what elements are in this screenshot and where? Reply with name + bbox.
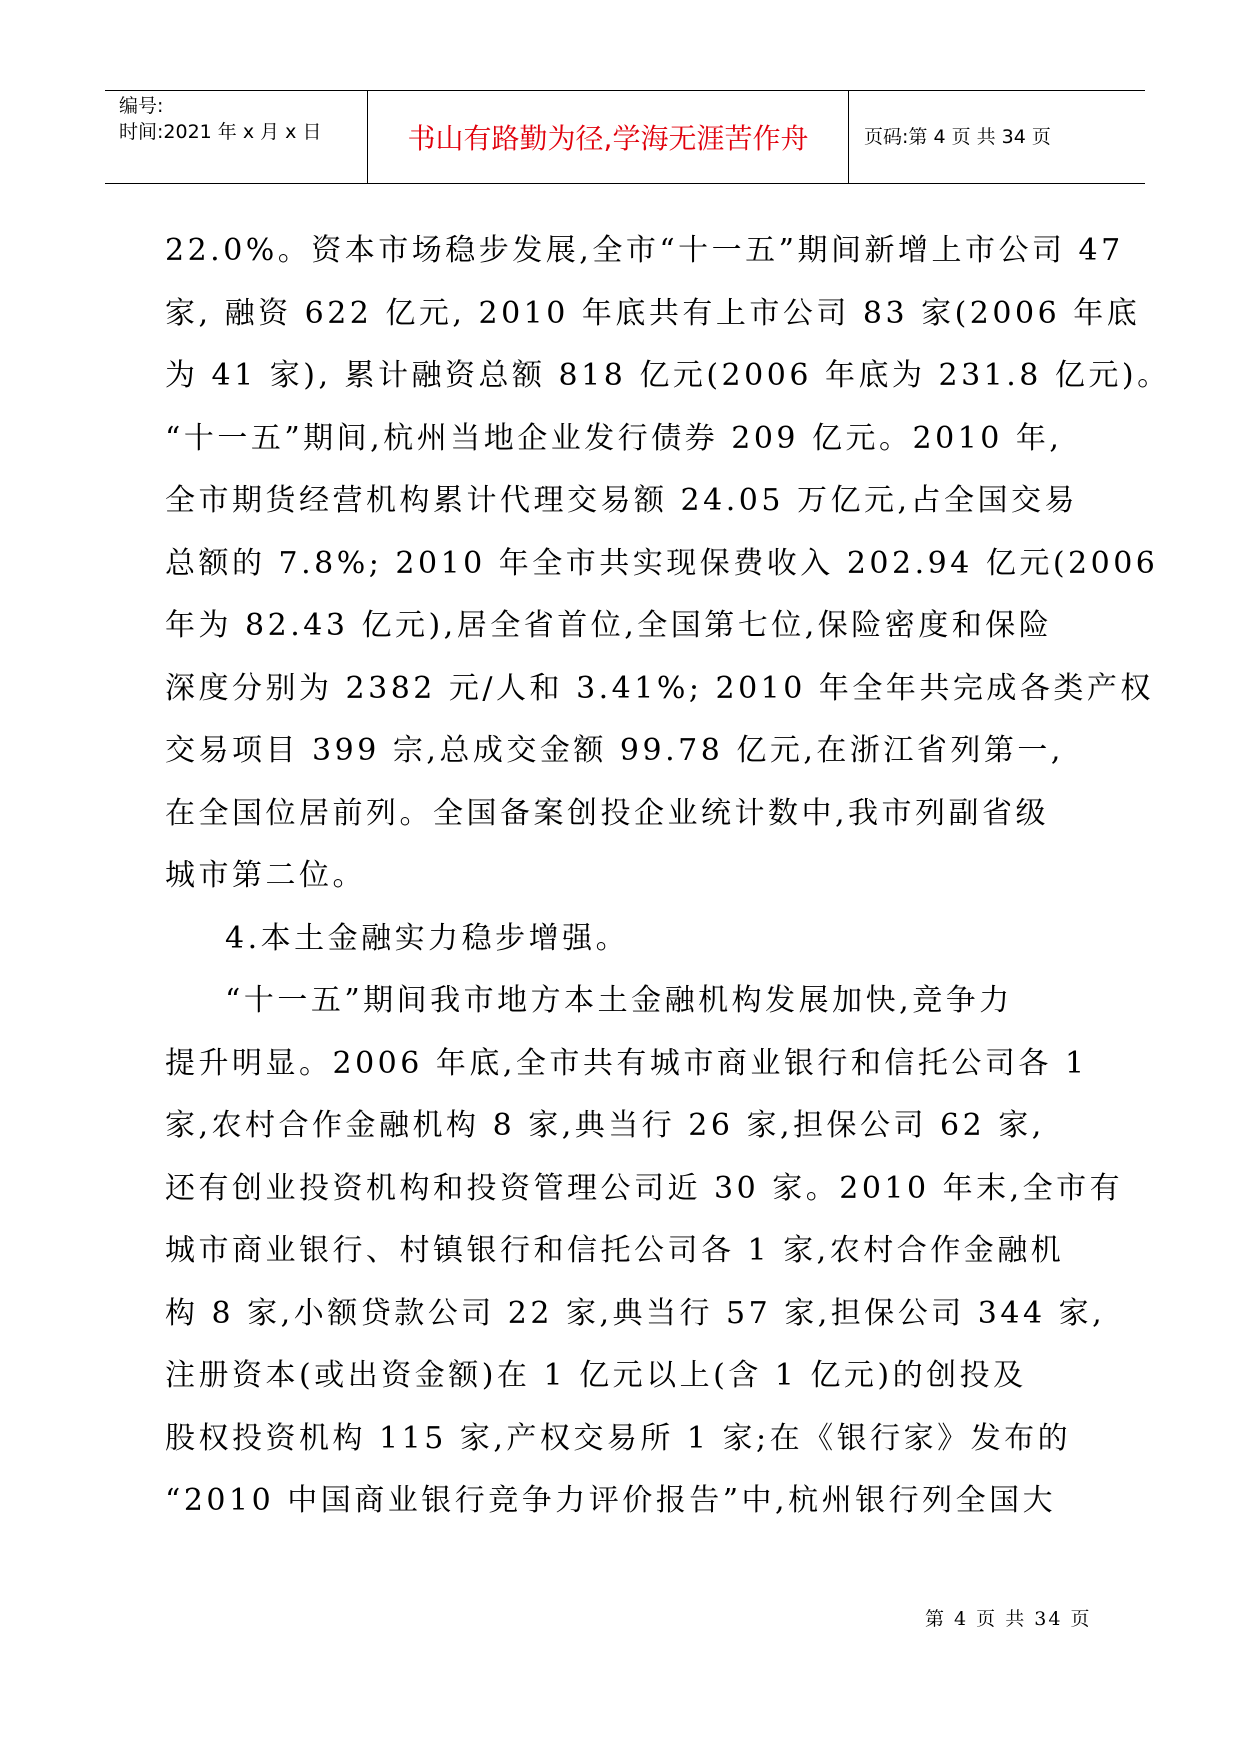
body-line: 在全国位居前列。全国备案创投企业统计数中,我市列副省级 bbox=[165, 795, 1050, 831]
body-line: 为 41 家), 累计融资总额 818 亿元(2006 年底为 231.8 亿元)。 bbox=[165, 358, 1171, 393]
document-code-label: 编号: bbox=[119, 95, 164, 117]
body-line: 城市第二位。 bbox=[165, 858, 366, 893]
body-line: 股权投资机构 115 家,产权交易所 1 家;在《银行家》发布的 bbox=[165, 1420, 1072, 1456]
header-motto-cell bbox=[368, 91, 849, 183]
body-line: 交易项目 399 宗,总成交金额 99.78 亿元,在浙江省列第一, bbox=[165, 733, 1064, 768]
page-header bbox=[105, 90, 1145, 184]
body-line: 还有创业投资机构和投资管理公司近 30 家。2010 年末,全市有 bbox=[165, 1170, 1124, 1206]
page-footer-number: 第 4 页 共 34 页 bbox=[925, 1608, 1092, 1630]
body-line: 注册资本(或出资金额)在 1 亿元以上(含 1 亿元)的创投及 bbox=[165, 1358, 1027, 1393]
body-line: 22.0%。资本市场稳步发展,全市“十一五”期间新增上市公司 47 bbox=[165, 233, 1124, 268]
body-line: “十一五”期间,杭州当地企业发行债券 209 亿元。2010 年, bbox=[165, 420, 1063, 456]
body-line: 提升明显。2006 年底,全市共有城市商业银行和信托公司各 1 bbox=[165, 1045, 1088, 1081]
body-line: 构 8 家,小额贷款公司 22 家,典当行 57 家,担保公司 344 家, bbox=[165, 1295, 1106, 1331]
document-time-label: 时间:2021 年 x 月 x 日 bbox=[119, 121, 322, 143]
body-line: 总额的 7.8%; 2010 年全市共实现保费收入 202.94 亿元(2006 bbox=[165, 545, 1159, 581]
header-meta-cell bbox=[105, 91, 368, 183]
header-motto: 书山有路勤为径,学海无涯苦作舟 bbox=[407, 122, 809, 155]
body-line: 城市商业银行、村镇银行和信托公司各 1 家,农村合作金融机 bbox=[165, 1233, 1065, 1268]
body-line: “2010 中国商业银行竞争力评价报告”中,杭州银行列全国大 bbox=[165, 1483, 1057, 1518]
section-heading: 4.本土金融实力稳步增强。 bbox=[225, 920, 630, 956]
document-body bbox=[165, 220, 1171, 1533]
body-line: 全市期货经营机构累计代理交易额 24.05 万亿元,占全国交易 bbox=[165, 483, 1078, 518]
body-line: 年为 82.43 亿元),居全省首位,全国第七位,保险密度和保险 bbox=[165, 608, 1053, 643]
header-page-cell bbox=[850, 91, 1145, 183]
paragraph-first-line: “十一五”期间我市地方本土金融机构发展加快,竞争力 bbox=[225, 983, 1013, 1018]
header-page-number: 页码:第 4 页 共 34 页 bbox=[864, 126, 1051, 148]
body-line: 家,农村合作金融机构 8 家,典当行 26 家,担保公司 62 家, bbox=[165, 1108, 1045, 1143]
body-line: 家, 融资 622 亿元, 2010 年底共有上市公司 83 家(2006 年底 bbox=[165, 295, 1141, 331]
body-line: 深度分别为 2382 元/人和 3.41%; 2010 年全年共完成各类产权 bbox=[165, 670, 1154, 706]
